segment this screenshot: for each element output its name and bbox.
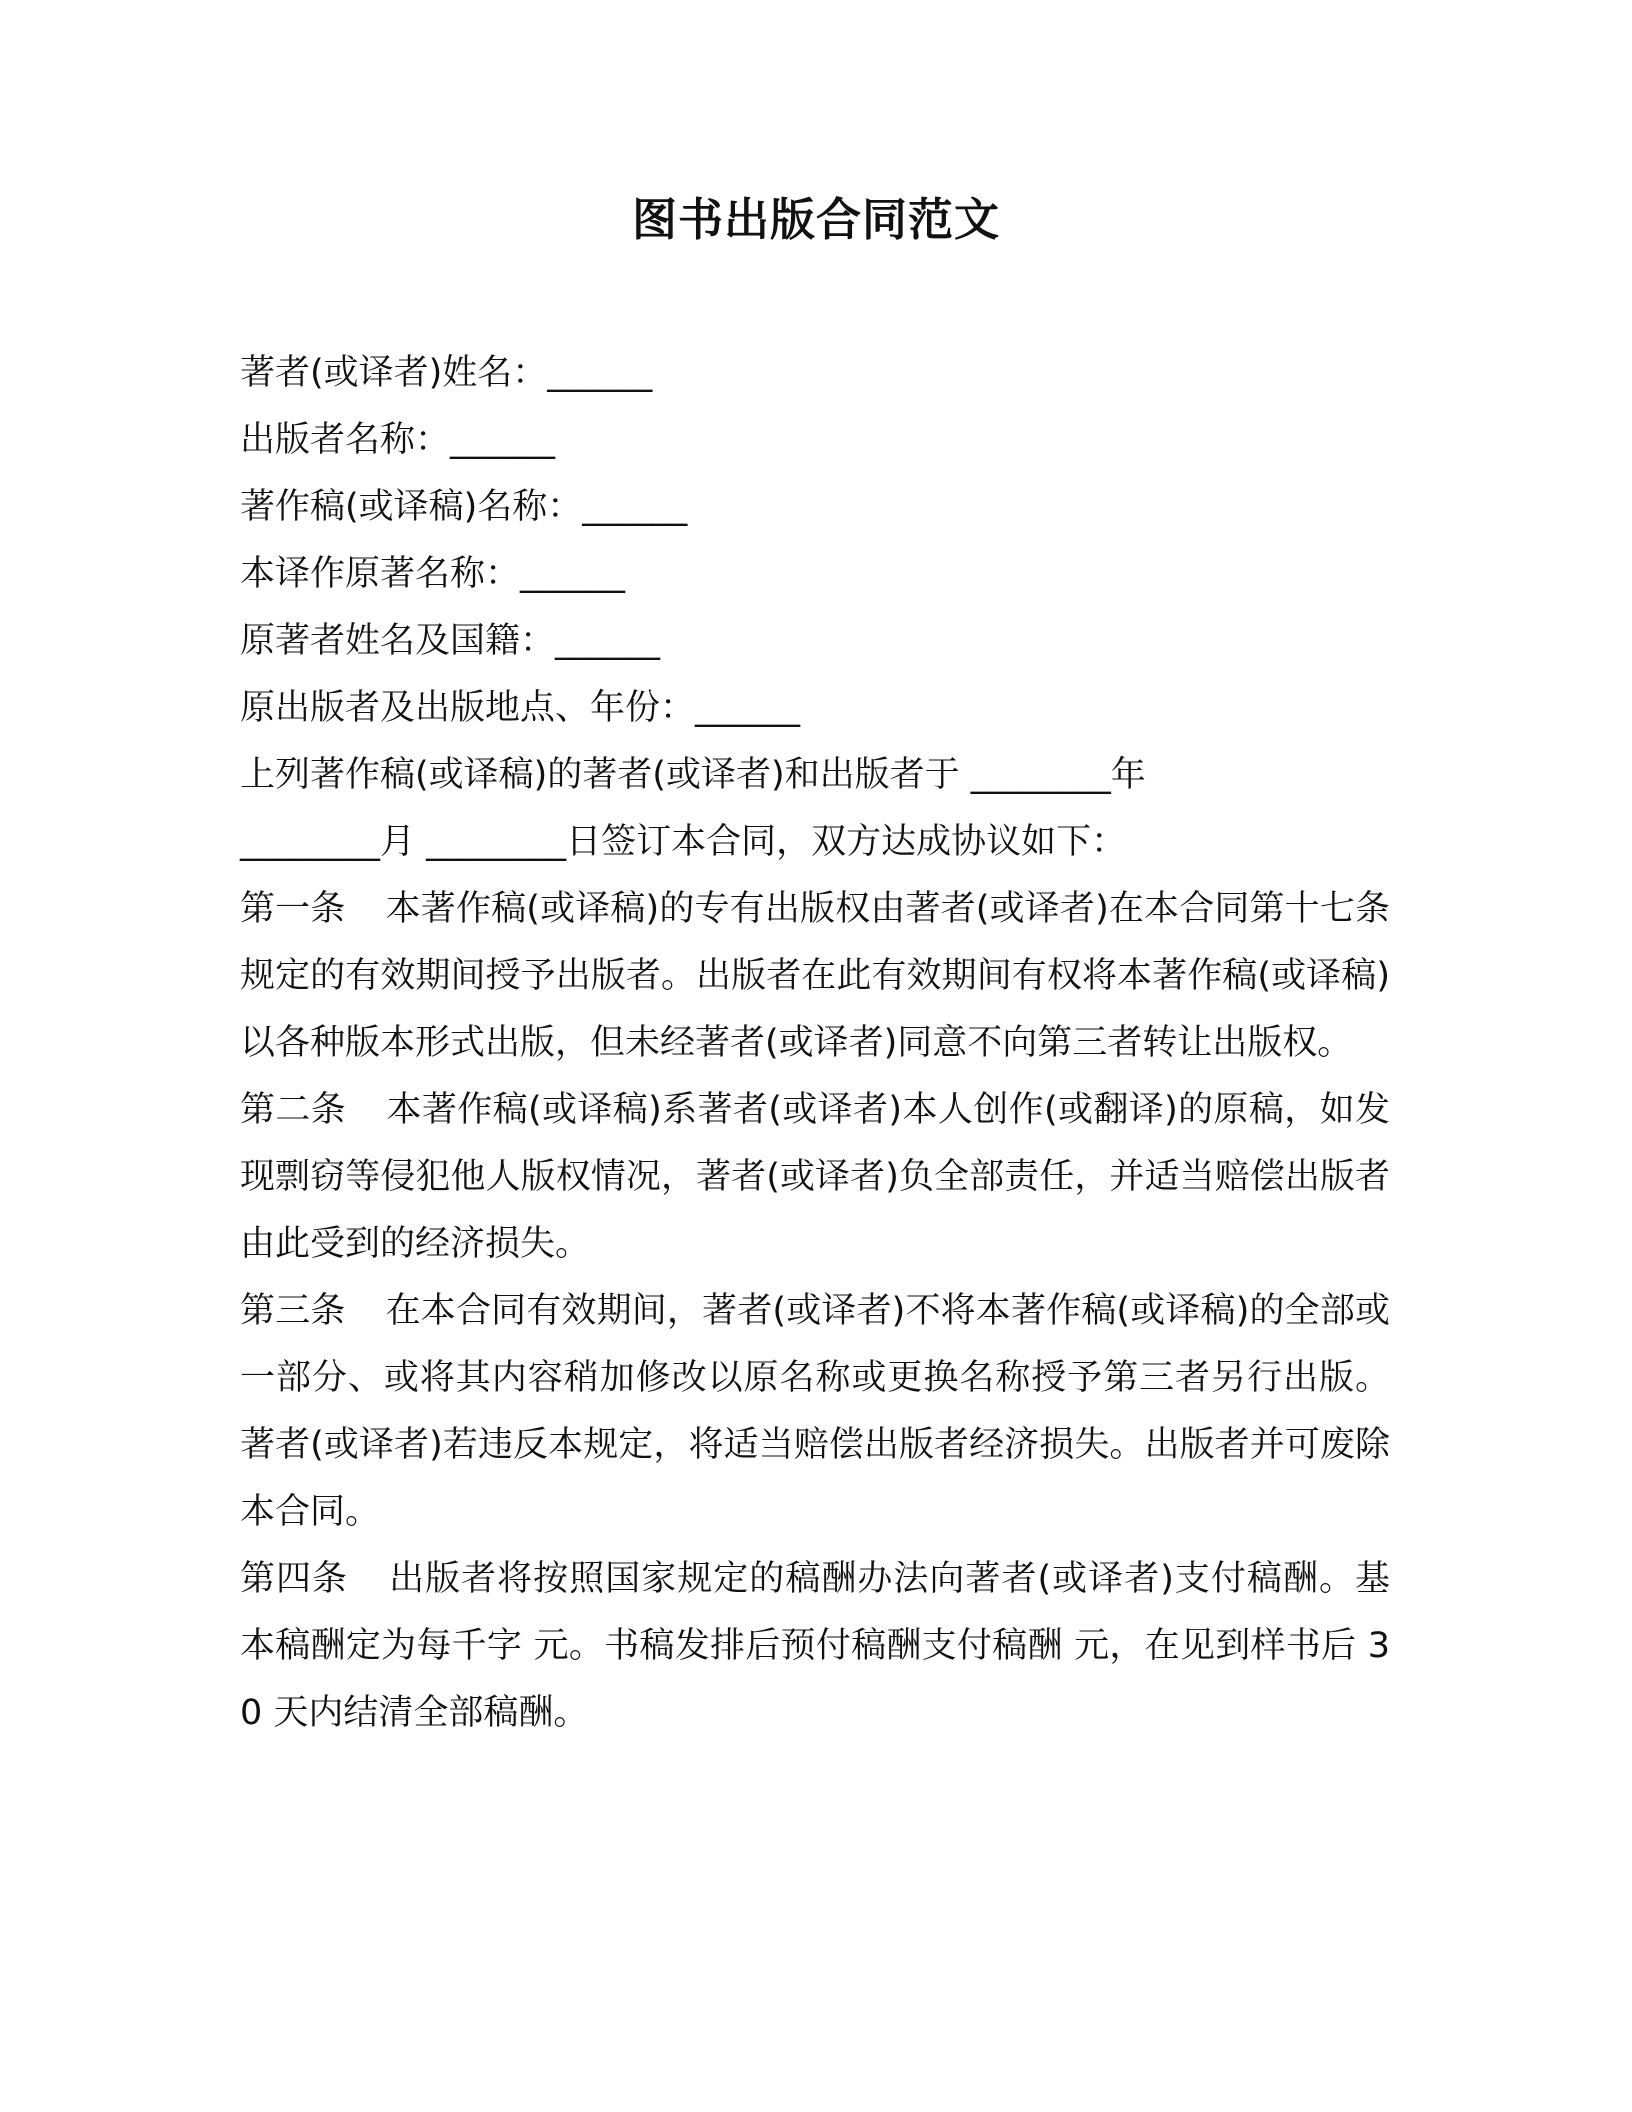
article-label: 第二条 <box>240 1090 347 1130</box>
article-2 <box>240 1077 1390 1278</box>
article-text: 本著作稿(或译稿)系著者(或译者)本人创作(或翻译)的原稿，如发现剽窃等侵犯他人版权情况，著者(或译者)负全部责任，并适当赔偿出版者由此受到的经济损失。 <box>240 1090 1390 1264</box>
article-4 <box>240 1546 1390 1747</box>
article-text: 出版者将按照国家规定的稿酬办法向著者(或译者)支付稿酬。基本稿酬定为每千字 元。书稿发排后预付稿酬支付稿酬 元，在见到样书后 30 天内结清全部稿酬。 <box>240 1559 1390 1733</box>
article-label: 第四条 <box>240 1559 349 1599</box>
field-publisher-name: 出版者名称：______ <box>240 420 556 460</box>
article-label: 第三条 <box>240 1291 346 1331</box>
field-author-name: 著者(或译者)姓名：______ <box>240 353 653 393</box>
article-1 <box>240 876 1390 1077</box>
field-original-author: 原著者姓名及国籍：______ <box>240 621 661 661</box>
document-title: 图书出版合同范文 <box>631 193 1000 246</box>
field-manuscript-name: 著作稿(或译稿)名称：______ <box>240 487 688 527</box>
intro-line: 上列著作稿(或译稿)的著者(或译者)和出版者于 ________年 <box>240 755 1146 795</box>
article-text: 在本合同有效期间，著者(或译者)不将本著作稿(或译稿)的全部或一部分、或将其内容稍加修改以原名称或更换名称授予第三者另行出版。著者(或译者)若违反本规定，将适当赔偿出版者经济损失。出版者并可废除本合同。 <box>240 1291 1390 1532</box>
field-original-publisher: 原出版者及出版地点、年份：______ <box>240 688 801 728</box>
article-text: 本著作稿(或译稿)的专有出版权由著者(或译者)在本合同第十七条规定的有效期间授予出版者。出版者在此有效期间有权将本著作稿(或译稿)以各种版本形式出版，但未经著者(或译者)同意不向第三者转让出版权。 <box>240 889 1390 1063</box>
document-body <box>240 340 1390 1747</box>
article-3 <box>240 1278 1390 1546</box>
field-original-work-name: 本译作原著名称：______ <box>240 554 626 594</box>
intro-line: ________月 ________日签订本合同，双方达成协议如下： <box>240 822 1127 862</box>
article-label: 第一条 <box>240 889 346 929</box>
